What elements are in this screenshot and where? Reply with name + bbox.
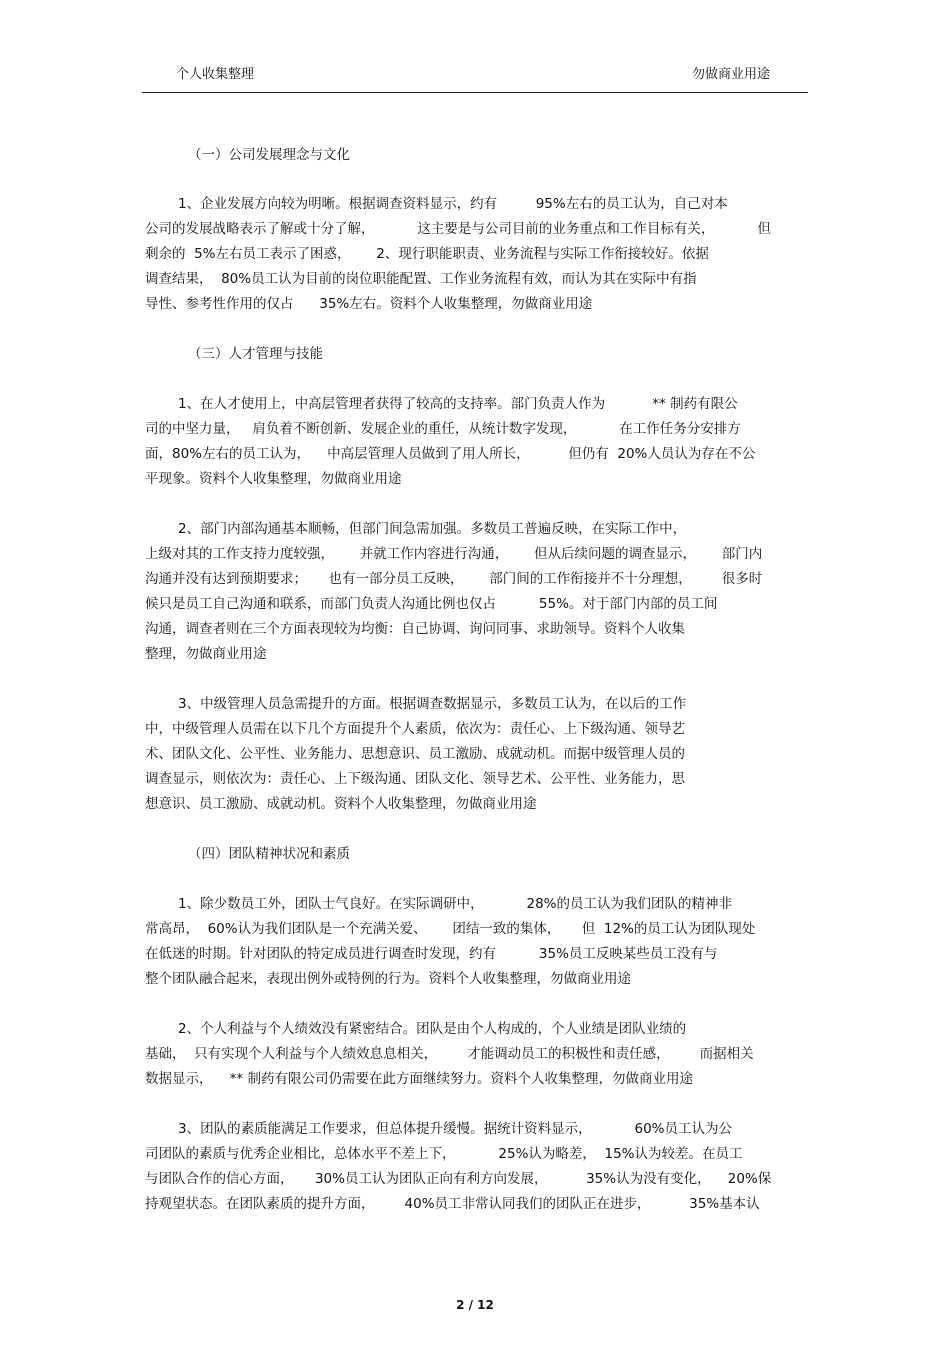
paragraph-line: 3、团队的素质能满足工作要求，但总体提升缓慢。据统计资料显示， 60%员工认为公 — [178, 1121, 733, 1137]
paragraph-line: 常高昂， 60%认为我们团队是一个充满关爱、 团结一致的集体， 但 12%的员工认为团队现处 — [145, 921, 756, 937]
paragraph-line: 中，中级管理人员需在以下几个方面提升个人素质，依次为：责任心、上下级沟通、领导艺 — [145, 721, 685, 737]
page-number: 2 / 12 — [456, 1298, 494, 1312]
paragraph-line: 基础， 只有实现个人利益与个人绩效息息相关， 才能调动员工的积极性和责任感， 而据相关 — [145, 1046, 754, 1062]
paragraph-line: 沟通，调查者则在三个方面表现较为均衡：自己协调、询问同事、求助领导。资料个人收集 — [145, 621, 685, 637]
paragraph-line: 2、部门内部沟通基本顺畅，但部门间急需加强。多数员工普遍反映，在实际工作中， — [178, 521, 687, 537]
section-heading: （三）人才管理与技能 — [188, 346, 323, 362]
header-right-text: 勿做商业用途 — [691, 67, 770, 82]
page-header — [142, 66, 808, 93]
paragraph-line: 1、除少数员工外，团队士气良好。在实际调研中， 28%的员工认为我们团队的精神非 — [178, 896, 733, 912]
paragraph-line: 在低迷的时期。针对团队的特定成员进行调查时发现，约有 35%员工反映某些员工没有与 — [145, 946, 718, 962]
paragraph-line: 1、在人才使用上，中高层管理者获得了较高的支持率。部门负责人作为 ** 制药有限公 — [178, 396, 738, 412]
paragraph-line: 司团队的素质与优秀企业相比，总体水平不差上下， 25%认为略差， 15%认为较差。在员工 — [145, 1146, 743, 1162]
section-heading: （四）团队精神状况和素质 — [188, 846, 350, 862]
paragraph-line: 公司的发展战略表示了解或十分了解， 这主要是与公司目前的业务重点和工作目标有关， 但 — [145, 221, 771, 237]
paragraph-line: 调查显示，则依次为：责任心、上下级沟通、团队文化、领导艺术、公平性、业务能力，思 — [145, 771, 685, 787]
paragraph-line: 司的中坚力量， 肩负着不断创新、发展企业的重任，从统计数字发现， 在工作任务分安排方 — [145, 421, 741, 437]
paragraph-line: 3、中级管理人员急需提升的方面。根据调查数据显示，多数员工认为，在以后的工作 — [178, 696, 687, 712]
section-heading: （一）公司发展理念与文化 — [188, 147, 350, 163]
paragraph-line: 面，80%左右的员工认为， 中高层管理人员做到了用人所长， 但仍有 20%人员认为存在不公 — [145, 446, 756, 462]
paragraph-line: 整个团队融合起来，表现出例外或特例的行为。资料个人收集整理，勿做商业用途 — [145, 971, 631, 987]
paragraph-line: 调查结果， 80%员工认为目前的岗位职能配置、工作业务流程有效，而认为其在实际中有指 — [145, 271, 697, 287]
paragraph-line: 想意识、员工激励、成就动机。资料个人收集整理，勿做商业用途 — [145, 796, 537, 812]
paragraph-line: 沟通并没有达到预期要求； 也有一部分员工反映， 部门间的工作衔接并不十分理想， 很多时 — [145, 571, 763, 587]
paragraph-line: 剩余的 5%左右员工表示了困惑， 2、现行职能职责、业务流程与实际工作衔接较好。依据 — [145, 246, 709, 262]
paragraph-line: 术、团队文化、公平性、业务能力、思想意识、员工激励、成就动机。而据中级管理人员的 — [145, 746, 685, 762]
paragraph-line: 数据显示， ** 制药有限公司仍需要在此方面继续努力。资料个人收集整理，勿做商业用途 — [145, 1071, 693, 1087]
header-left-text: 个人收集整理 — [176, 67, 255, 82]
paragraph-line: 候只是员工自己沟通和联系，而部门负责人沟通比例也仅占 55%。对于部门内部的员工间 — [145, 596, 718, 612]
paragraph-line: 2、个人利益与个人绩效没有紧密结合。团队是由个人构成的，个人业绩是团队业绩的 — [178, 1021, 687, 1037]
paragraph-line: 导性、参考性作用的仅占 35%左右。资料个人收集整理，勿做商业用途 — [145, 296, 593, 312]
paragraph-line: 平现象。资料个人收集整理，勿做商业用途 — [145, 471, 402, 487]
paragraph-line: 持观望状态。在团队素质的提升方面， 40%员工非常认同我们的团队正在进步， 35%基本认 — [145, 1196, 760, 1212]
paragraph-line: 上级对其的工作支持力度较强， 并就工作内容进行沟通， 但从后续问题的调查显示， 部门内 — [145, 546, 763, 562]
paragraph-line: 整理，勿做商业用途 — [145, 646, 267, 662]
paragraph-line: 与团队合作的信心方面， 30%员工认为团队正向有利方向发展， 35%认为没有变化， 20%保 — [145, 1171, 772, 1187]
paragraph-line: 1、企业发展方向较为明晰。根据调查资料显示，约有 95%左右的员工认为，自己对本 — [178, 196, 728, 212]
